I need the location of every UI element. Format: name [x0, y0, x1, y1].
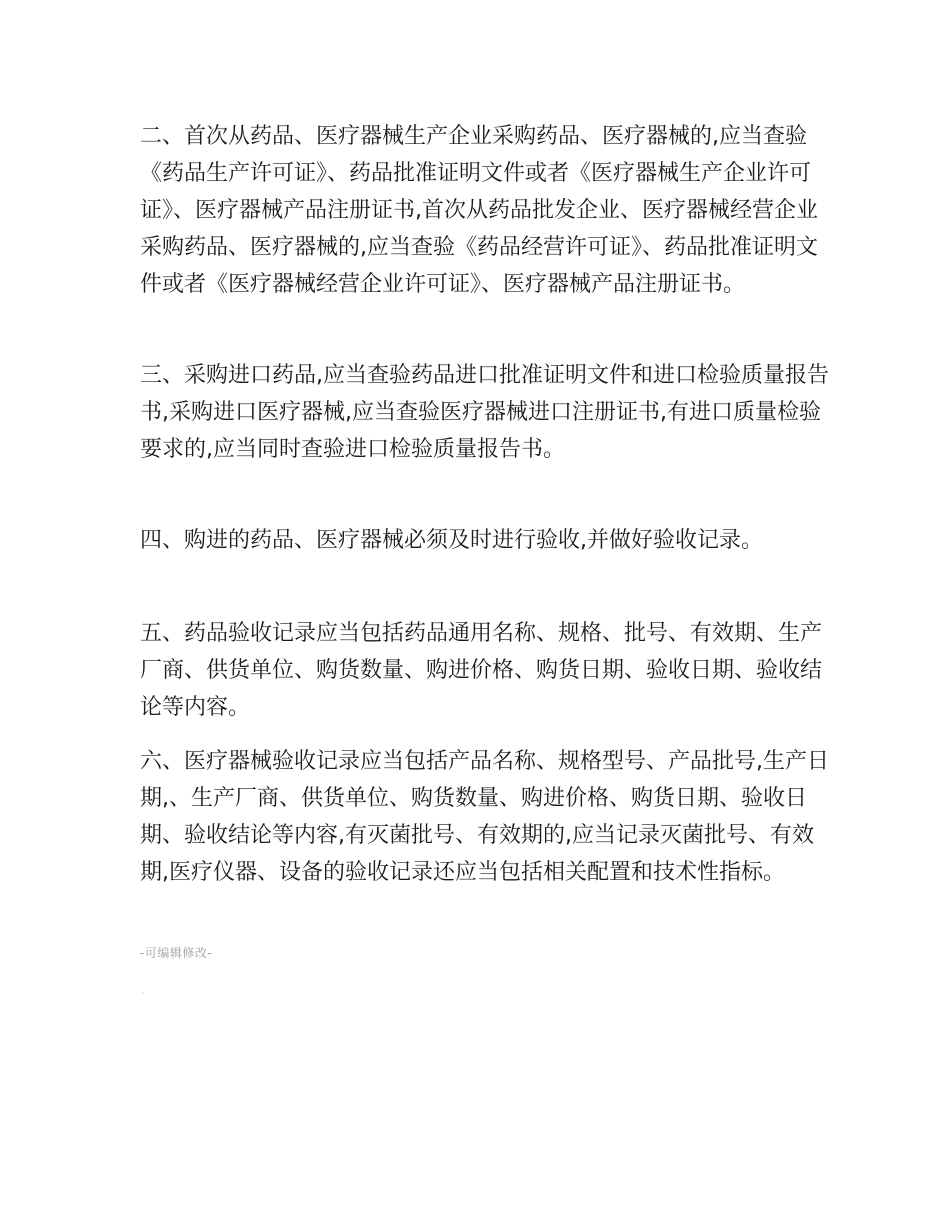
editable-note: -可编辑修改-: [140, 946, 213, 960]
paragraph-4-acceptance-inspection: 四、购进的药品、医疗器械必须及时进行验收,并做好验收记录。: [140, 528, 763, 553]
paragraph-6-device-acceptance-record: 六、医疗器械验收记录应当包括产品名称、规格型号、产品批号,生产日期,、生产厂商、供货单位、购货数量、购进价格、购货日期、验收日期、验收结论等内容,有灭菌批号、有效期的,应当记录灭菌批号、有效期,医疗仪器、设备的验收记录还应当包括相关配置和技术性指标。: [140, 749, 829, 885]
paragraph-5-drug-acceptance-record: 五、药品验收记录应当包括药品通用名称、规格、批号、有效期、生产厂商、供货单位、购货数量、购进价格、购货日期、验收日期、验收结论等内容。: [140, 621, 823, 720]
footer-dot-mark: .: [141, 986, 145, 997]
paragraph-3-import-verification: 三、采购进口药品,应当查验药品进口批准证明文件和进口检验质量报告书,采购进口医疗器械,应当查验医疗器械进口注册证书,有进口质量检验要求的,应当同时查验进口检验质量报告书。: [140, 363, 829, 462]
paragraph-2-supplier-license-check: 二、首次从药品、医疗器械生产企业采购药品、医疗器械的,应当查验《药品生产许可证》、药品批准证明文件或者《医疗器械生产企业许可证》、医疗器械产品注册证书,首次从药品批发企业、医疗器械经营企业采购药品、医疗器械的,应当查验《药品经营许可证》、药品批准证明文件或者《医疗器械经营企业许可证》、医疗器械产品注册证书。: [140, 124, 818, 297]
